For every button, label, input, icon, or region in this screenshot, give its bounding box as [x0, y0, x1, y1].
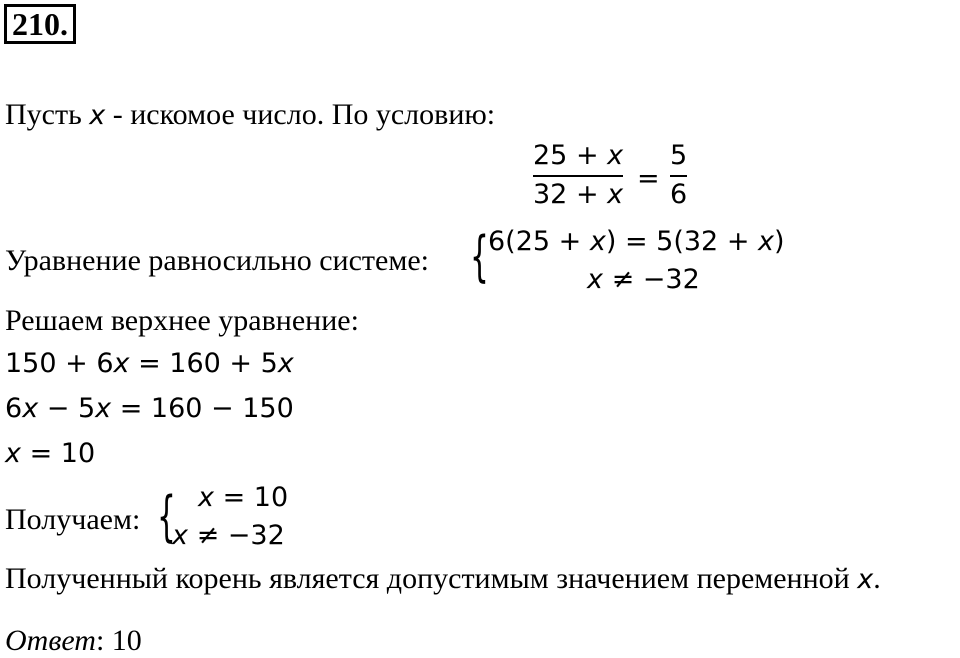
rhs-denominator: 6	[670, 179, 688, 210]
step-3: x = 10	[5, 438, 96, 469]
result-row-1: x = 10	[198, 482, 289, 513]
intro-var: x	[89, 100, 106, 131]
fraction-bar	[533, 175, 623, 177]
result-label: Получаем:	[5, 503, 141, 536]
conclusion-line: Полученный корень является допустимым значением переменной x.	[5, 562, 881, 595]
lhs-denominator: 32 + x	[533, 179, 624, 210]
system-brace: {	[470, 225, 489, 288]
answer-line: Ответ: 10	[5, 624, 142, 657]
equals-sign: =	[637, 163, 660, 194]
rhs-numerator: 5	[670, 140, 688, 171]
system-row-1: 6(25 + x) = 5(32 + x)	[488, 226, 785, 257]
result-row-2: x ≠ −32	[172, 520, 285, 551]
intro-line	[5, 98, 495, 132]
solve-label: Решаем верхнее уравнение:	[5, 304, 359, 337]
lhs-numerator: 25 + x	[533, 140, 624, 171]
intro-post: - искомое число. По условию:	[112, 98, 496, 131]
intro-pre: Пусть	[5, 98, 82, 131]
system-label: Уравнение равносильно системе:	[5, 244, 429, 277]
answer-value: 10	[111, 624, 142, 657]
step-2: 6x − 5x = 160 − 150	[5, 393, 294, 424]
system-row-2: x ≠ −32	[587, 264, 700, 295]
answer-label: Ответ	[5, 624, 96, 657]
problem-number: 210.	[4, 4, 76, 44]
lhs-fraction	[533, 140, 623, 211]
rhs-fraction	[670, 140, 687, 211]
result-brace: {	[157, 485, 176, 548]
fraction-bar	[670, 175, 687, 177]
step-1: 150 + 6x = 160 + 5x	[5, 348, 294, 379]
